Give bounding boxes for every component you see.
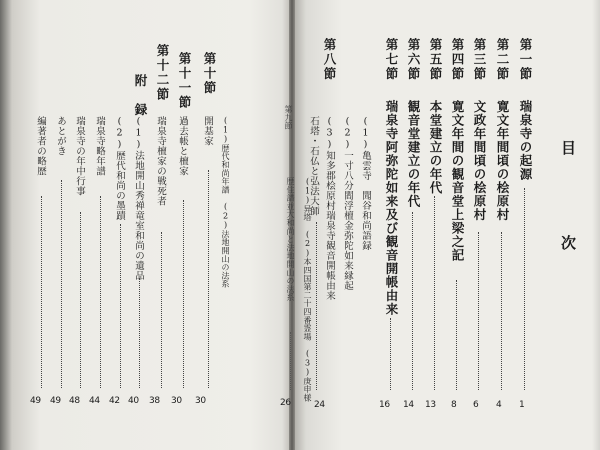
appendix-1-page: 40: [128, 396, 139, 406]
toc-heading-char2: 次: [559, 235, 577, 250]
section-5-page: 13: [425, 400, 436, 410]
section-3-label: 第三節: [472, 38, 487, 82]
appendix-label: 附 録: [133, 74, 148, 118]
section-2-page: 4: [496, 400, 502, 410]
appendix-5-page: 49: [50, 396, 61, 406]
section-10-leader: [208, 170, 209, 388]
section-4-label: 第四節: [450, 38, 465, 82]
section-8-label: 第八節: [322, 38, 337, 82]
section-6-title: 観音堂建立の年代: [406, 100, 421, 208]
section-9-leader: [290, 332, 291, 390]
section-11-title: 過去帳と檀家: [177, 116, 188, 176]
section-6-leader: [412, 212, 413, 390]
appendix-2-leader: [120, 224, 121, 388]
section-5-leader: [434, 196, 435, 390]
section-7-leader: [390, 318, 391, 390]
section-6-page: 14: [403, 400, 414, 410]
appendix-3-leader: [100, 196, 101, 388]
section-4-page: 8: [451, 400, 457, 410]
section-12-leader: [161, 232, 162, 388]
section-8-page: 24: [314, 400, 325, 410]
right-page: [292, 0, 600, 450]
appendix-4-title: 瑞泉寺の年中行事: [74, 116, 85, 196]
section-8-sub-4: 石塔・石仏と弘法大師: [308, 116, 319, 216]
appendix-1-title: (1)法地開山秀禅竜室和尚の遺品: [133, 116, 144, 281]
section-7-page: 16: [379, 400, 390, 410]
section-1-label: 第一節: [518, 38, 533, 82]
left-page: [0, 0, 292, 450]
section-8-sub-2: (2)一寸八分閻浮檀金弥陀如来縁起: [342, 116, 353, 291]
section-10-sub-1: (1)歴代和尚年譜 (2)法地開山の法系: [221, 116, 230, 288]
section-9-page: 26: [280, 398, 291, 408]
section-1-page: 1: [519, 400, 525, 410]
appendix-4-page: 48: [69, 396, 80, 406]
section-1-title: 瑞泉寺の起源: [518, 100, 533, 181]
section-10-page: 30: [195, 396, 206, 406]
appendix-6-title: 編著者の略歴: [35, 116, 46, 176]
section-9-sub-1: (1)异塔 (2)本四国第二十四番霊場 (3)庚申様: [303, 177, 312, 402]
toc-heading-char1: 目: [559, 140, 577, 155]
section-12-label: 第十二節: [155, 44, 170, 102]
appendix-2-title: (2)歴代和尚の墨蹟: [114, 116, 125, 221]
section-4-title: 寛文年間の観音堂上梁之記: [450, 100, 465, 262]
section-8-sub-3: (3)知多郡桧原村瑞泉寺観音開帳由来: [324, 116, 335, 301]
section-9-sub-2: 歴住譜並大和尚と法地開山の法系: [286, 177, 295, 302]
section-1-leader: [524, 188, 525, 390]
section-2-title: 寛文年間頃の桧原村: [495, 100, 510, 222]
section-3-page: 6: [473, 400, 479, 410]
section-11-page: 30: [171, 396, 182, 406]
section-10-label: 第十節: [202, 52, 217, 96]
appendix-4-leader: [80, 212, 81, 388]
appendix-1-leader: [139, 278, 140, 388]
section-10-sub-2: 開基家: [202, 116, 213, 146]
section-7-label: 第七節: [384, 38, 399, 82]
section-4-leader: [456, 280, 457, 390]
appendix-6-page: 49: [30, 396, 41, 406]
section-6-label: 第六節: [406, 38, 421, 82]
section-12-title: 瑞泉寺檀家の戦死者: [155, 116, 166, 206]
appendix-3-title: 瑞泉寺略年譜: [94, 116, 105, 176]
section-9-label: 第九節: [284, 105, 293, 130]
section-8-leader: [316, 222, 317, 390]
section-5-label: 第五節: [428, 38, 443, 82]
appendix-3-page: 44: [89, 396, 100, 406]
section-12-page: 38: [149, 396, 160, 406]
section-8-sub-1: (1)亀雲寺 聞谷和尚語録: [360, 116, 371, 251]
appendix-6-leader: [41, 196, 42, 388]
section-3-leader: [478, 232, 479, 390]
appendix-5-leader: [61, 180, 62, 388]
section-7-title: 瑞泉寺阿弥陀如来及び観音開帳由来: [384, 100, 399, 316]
section-3-title: 文政年間頃の桧原村: [472, 100, 487, 222]
appendix-2-page: 42: [109, 396, 120, 406]
section-2-leader: [501, 232, 502, 390]
section-5-title: 本堂建立の年代: [428, 100, 443, 195]
section-11-label: 第十一節: [177, 52, 192, 110]
section-2-label: 第二節: [495, 38, 510, 82]
appendix-5-title: あとがき: [55, 116, 66, 156]
section-11-leader: [183, 200, 184, 388]
